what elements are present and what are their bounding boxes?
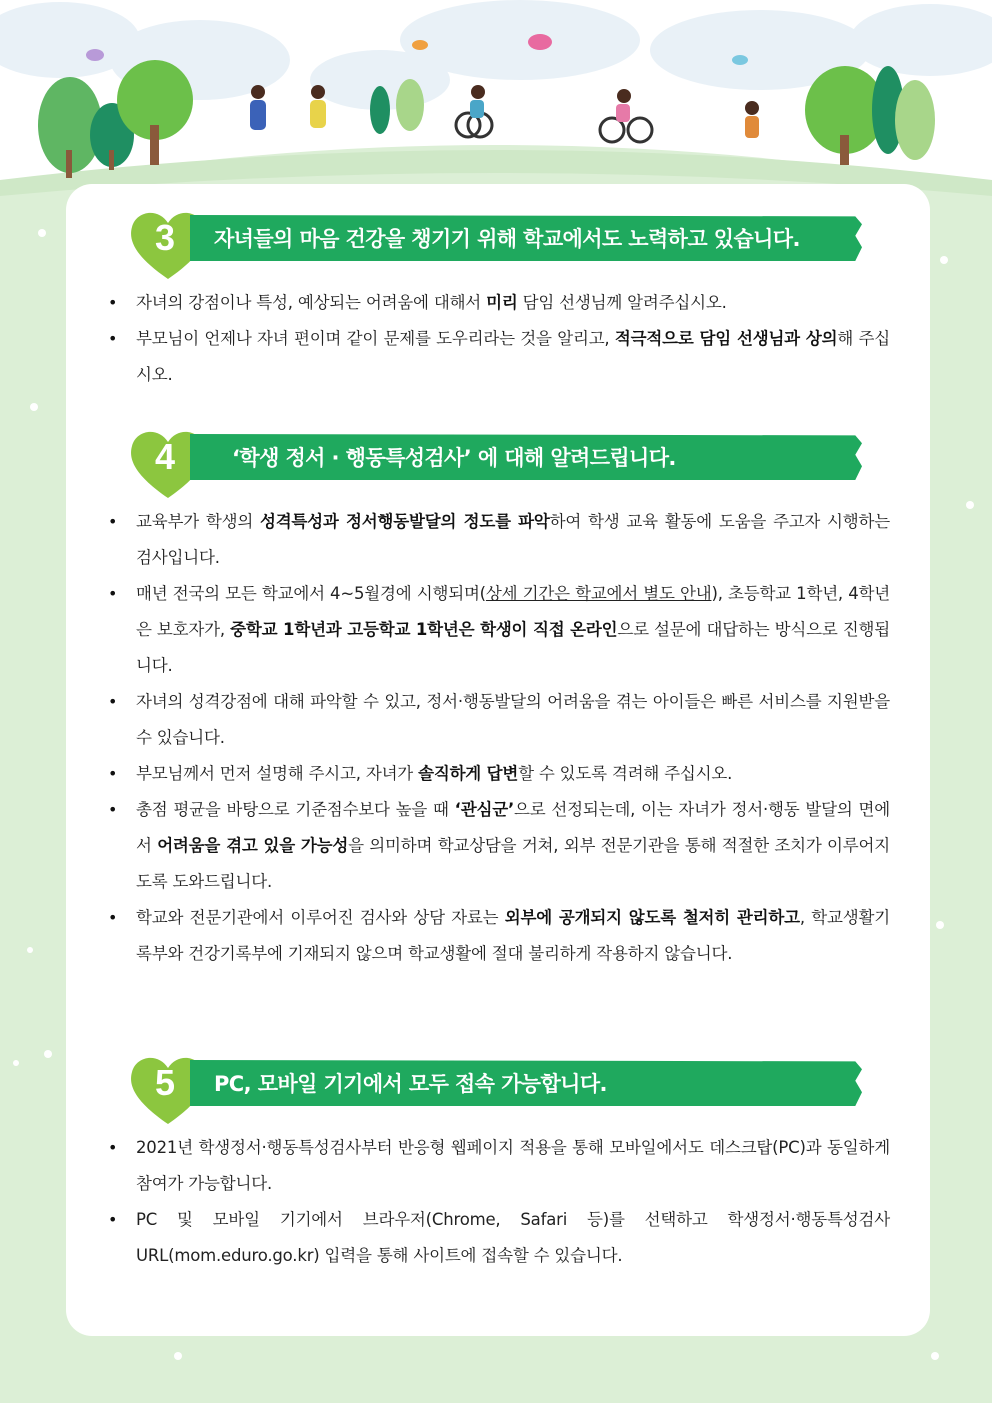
list-item: • 자녀의 강점이나 특성, 예상되는 어려움에 대해서 미리 담임 선생님께 알려주십시오. (104, 285, 890, 321)
bullet-icon: • (108, 1210, 118, 1229)
bullet-icon: • (108, 908, 118, 927)
section-5-list (104, 1130, 890, 1274)
bullet-icon: • (108, 512, 118, 531)
section-4-list (104, 504, 890, 972)
bullet-icon: • (108, 800, 118, 819)
section-number: 5 (154, 1062, 176, 1103)
list-item: • 부모님이 언제나 자녀 편이며 같이 문제를 도우리라는 것을 알리고, 적극적으로 담임 선생님과 상의해 주십시오. (104, 321, 890, 393)
bullet-icon: • (108, 329, 118, 348)
list-item: • 총점 평균을 바탕으로 기준점수보다 높을 때 ‘관심군’으로 선정되는데, 이는 자녀가 정서·행동 발달의 면에서 어려움을 겪고 있을 가능성을 의미하며 학교상담을 거쳐, 외부 전문기관을 통해 적절한 조치가 이루어지도록 도와드립니다. (104, 792, 890, 900)
list-item: • 부모님께서 먼저 설명해 주시고, 자녀가 솔직하게 답변할 수 있도록 격려해 주십시오. (104, 756, 890, 792)
section-3-list (104, 285, 890, 393)
section-number: 4 (154, 436, 176, 477)
list-item: • 교육부가 학생의 성격특성과 정서행동발달의 정도를 파악하여 학생 교육 활동에 도움을 주고자 시행하는 검사입니다. (104, 504, 890, 576)
bullet-icon: • (108, 293, 118, 312)
list-item: • 매년 전국의 모든 학교에서 4~5월경에 시행되며(상세 기간은 학교에서 별도 안내), 초등학교 1학년, 4학년은 보호자가, 중학교 1학년과 고등학교 1학년은 학생이 직접 온라인으로 설문에 대답하는 방식으로 진행됩니다. (104, 576, 890, 684)
section-title: 자녀들의 마음 건강을 챙기기 위해 학교에서도 노력하고 있습니다. (214, 227, 800, 251)
list-item: • PC 및 모바일 기기에서 브라우저(Chrome, Safari 등)를 선택하고 학생정서·행동특성검사 URL(mom.eduro.go.kr) 입력을 통해 사이트에 접속할 수 있습니다. (104, 1202, 890, 1274)
list-item: • 자녀의 성격강점에 대해 파악할 수 있고, 정서·행동발달의 어려움을 겪는 아이들은 빠른 서비스를 지원받을 수 있습니다. (104, 684, 890, 756)
section-5-header (128, 1050, 868, 1130)
section-4-header (128, 424, 868, 504)
bullet-icon: • (108, 764, 118, 783)
section-3-header (128, 205, 868, 285)
bullet-icon: • (108, 1138, 118, 1157)
bullet-icon: • (108, 692, 118, 711)
section-title: ‘학생 정서 · 행동특성검사’ 에 대해 알려드립니다. (232, 446, 676, 470)
bullet-icon: • (108, 584, 118, 603)
list-item: • 2021년 학생정서·행동특성검사부터 반응형 웹페이지 적용을 통해 모바일에서도 데스크탑(PC)과 동일하게 참여가 가능합니다. (104, 1130, 890, 1202)
section-title: PC, 모바일 기기에서 모두 접속 가능합니다. (214, 1072, 607, 1096)
list-item: • 학교와 전문기관에서 이루어진 검사와 상담 자료는 외부에 공개되지 않도록 철저히 관리하고, 학교생활기록부와 건강기록부에 기재되지 않으며 학교생활에 절대 불리하게 작용하지 않습니다. (104, 900, 890, 972)
section-number: 3 (154, 217, 176, 258)
